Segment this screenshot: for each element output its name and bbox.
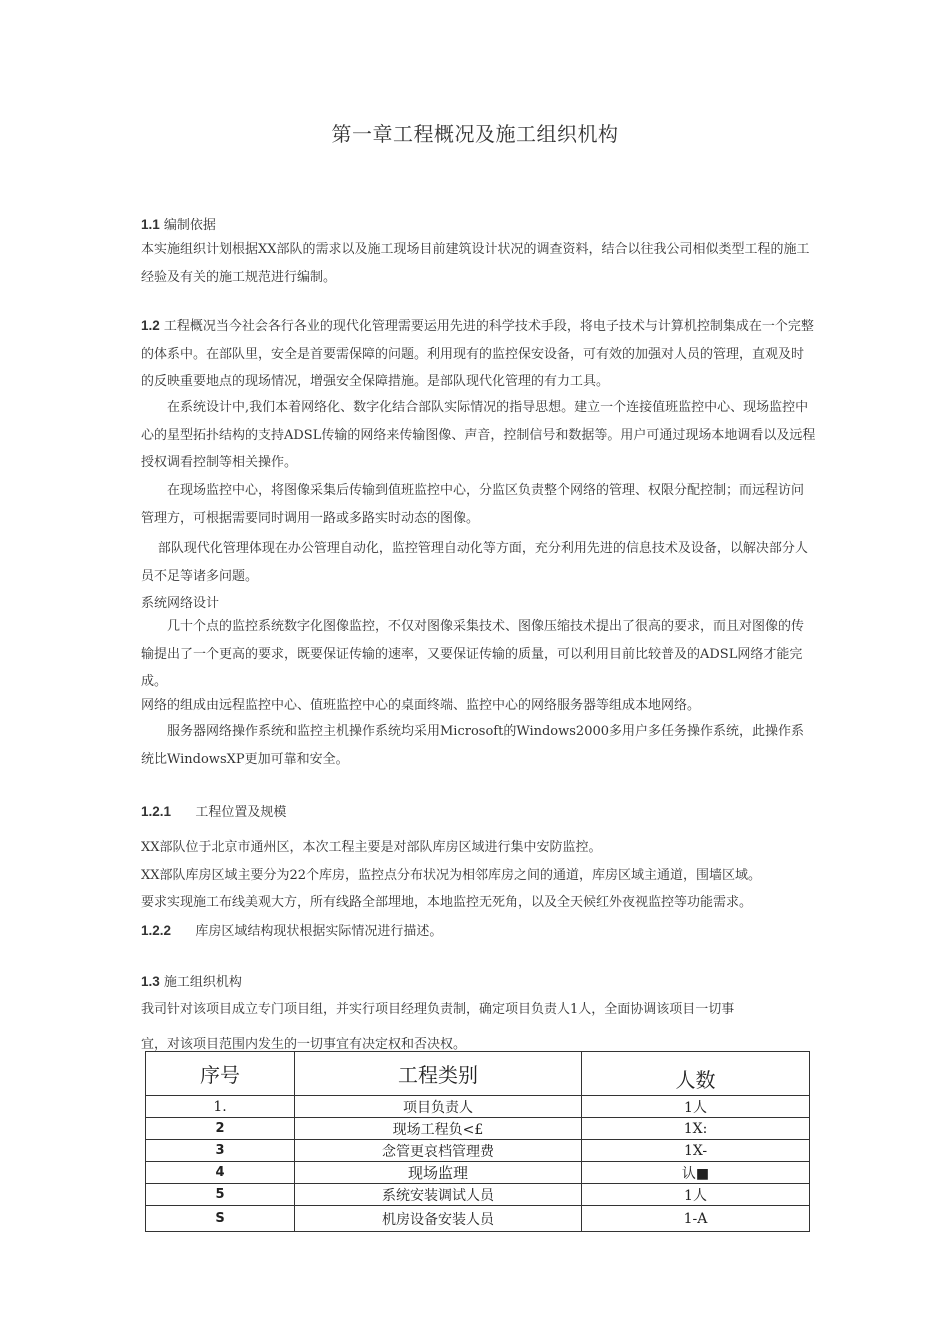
cell-count: 认■ (582, 1162, 810, 1184)
table-header-row (146, 1052, 810, 1096)
table-row (146, 1118, 810, 1140)
paragraph-operating-system: 服务器网络操作系统和监控主机操作系统均采用Microsoft的Windows2000多用户多任务操作系统，此操作系统比WindowsXP更加可靠和安全。 (141, 724, 805, 767)
header-cell-category: 工程类别 (295, 1052, 582, 1096)
paragraph-location: XX部队位于北京市通州区，本次工程主要是对部队库房区域进行集中安防监控。 (141, 840, 602, 855)
header-cell-count: 人数 (582, 1052, 810, 1096)
cell-count: 1X: (582, 1118, 810, 1140)
cell-category: 念管更哀档管理费 (295, 1140, 582, 1162)
cell-index: 3 (146, 1140, 295, 1162)
section-1-1-body: 本实施组织计划根据XX部队的需求以及施工现场目前建筑设计状况的调查资料，结合以往我公司相似类型工程的施工经验及有关的施工规范进行编制。 (141, 242, 810, 285)
subheading-network-design: 系统网络设计 (141, 596, 220, 611)
cell-count: 1人 (582, 1184, 810, 1206)
paragraph-system-design: 在系统设计中,我们本着网络化、数字化结合部队实际情况的指导思想。建立一个连接值班监控中心、现场监控中心的星型拓扑结构的支持ADSL传输的网络来传输图像、声音，控制信号和数据等。用户可通过现场本地调看以及远程授权调看控制等相关操作。 (141, 400, 816, 470)
cell-index: 4 (146, 1162, 295, 1184)
cell-category: 现场监理 (295, 1162, 582, 1184)
paragraph-monitoring-center: 在现场监控中心，将图像采集后传输到值班监控中心，分监区负责整个网络的管理、权限分配控制；而远程访问管理方，可根据需要同时调用一路或多路实时动态的图像。 (141, 483, 805, 526)
cell-category: 机房设备安装人员 (295, 1206, 582, 1232)
section-title: 库房区域结构现状根据实际情况进行描述。 (195, 924, 443, 939)
section-title: 编制依据 (163, 218, 216, 233)
section-number: 1.2.1 (141, 804, 172, 819)
table-row (146, 1096, 810, 1118)
header-cell-index: 序号 (146, 1052, 295, 1096)
cell-index: 5 (146, 1184, 295, 1206)
table-row (146, 1162, 810, 1184)
paragraph-organization: 我司针对该项目成立专门项目组，并实行项目经理负责制，确定项目负责人1人，全面协调该项目一切事 (141, 1002, 735, 1017)
cell-category: 系统安装调试人员 (295, 1184, 582, 1206)
cell-count: 1X- (582, 1140, 810, 1162)
paragraph-network-composition: 网络的组成由远程监控中心、值班监控中心的桌面终端、监控中心的网络服务器等组成本地网络。 (141, 698, 701, 713)
section-number: 1.2.2 (141, 923, 172, 938)
table-row (146, 1140, 810, 1162)
paragraph-modern-management: 部队现代化管理体现在办公管理自动化，监控管理自动化等方面，充分利用先进的信息技术及设备，以解决部分人员不足等诸多问题。 (141, 541, 808, 584)
paragraph-organization-cont: 宜，对该项目范围内发生的一切事宜有决定权和否决权。 (141, 1037, 467, 1052)
cell-category: 项目负责人 (295, 1096, 582, 1118)
cell-index: S (146, 1206, 295, 1232)
section-title: 施工组织机构 (163, 975, 242, 990)
chapter-title: 第一章工程概况及施工组织机构 (331, 122, 619, 146)
section-number: 1.1 (141, 217, 160, 232)
staff-table (145, 1051, 810, 1232)
paragraph-requirements: 要求实现施工布线美观大方，所有线路全部埋地，本地监控无死角，以及全天候红外夜视监控等功能需求。 (141, 895, 753, 910)
cell-category: 现场工程负<£ (295, 1118, 582, 1140)
section-1-3-heading (141, 968, 816, 997)
table-row (146, 1184, 810, 1206)
section-number: 1.2 (141, 318, 160, 333)
cell-count: 1-A (582, 1206, 810, 1232)
section-number: 1.3 (141, 974, 160, 989)
section-body: 工程概况当今社会各行各业的现代化管理需要运用先进的科学技术手段，将电子技术与计算机控制集成在一个完整的体系中。在部队里，安全是首要需保障的问题。利用现有的监控保安设备，可有效的加强对人员的管理，直观及时的反映重要地点的现场情况，增强安全保障措施。是部队现代化管理的有力工具。 (141, 319, 814, 389)
paragraph-warehouse-area: XX部队库房区域主要分为22个库房，监控点分布状况为相邻库房之间的通道，库房区域主通道，围墙区域。 (141, 868, 762, 883)
section-1-2-2-heading (141, 917, 816, 946)
section-1-2-1-heading (141, 798, 816, 827)
section-title: 工程位置及规模 (195, 805, 287, 820)
paragraph-image-monitoring: 几十个点的监控系统数字化图像监控，不仅对图像采集技术、图像压缩技术提出了很高的要求，而且对图像的传输提出了一个更高的要求，既要保证传输的速率，又要保证传输的质量，可以利用目前比较普及的ADSL网络才能完成。 (141, 619, 805, 689)
cell-count: 1人 (582, 1096, 810, 1118)
cell-index: 1. (146, 1096, 295, 1118)
cell-index: 2 (146, 1118, 295, 1140)
table-row (146, 1206, 810, 1232)
section-1-2-paragraph (141, 312, 816, 396)
